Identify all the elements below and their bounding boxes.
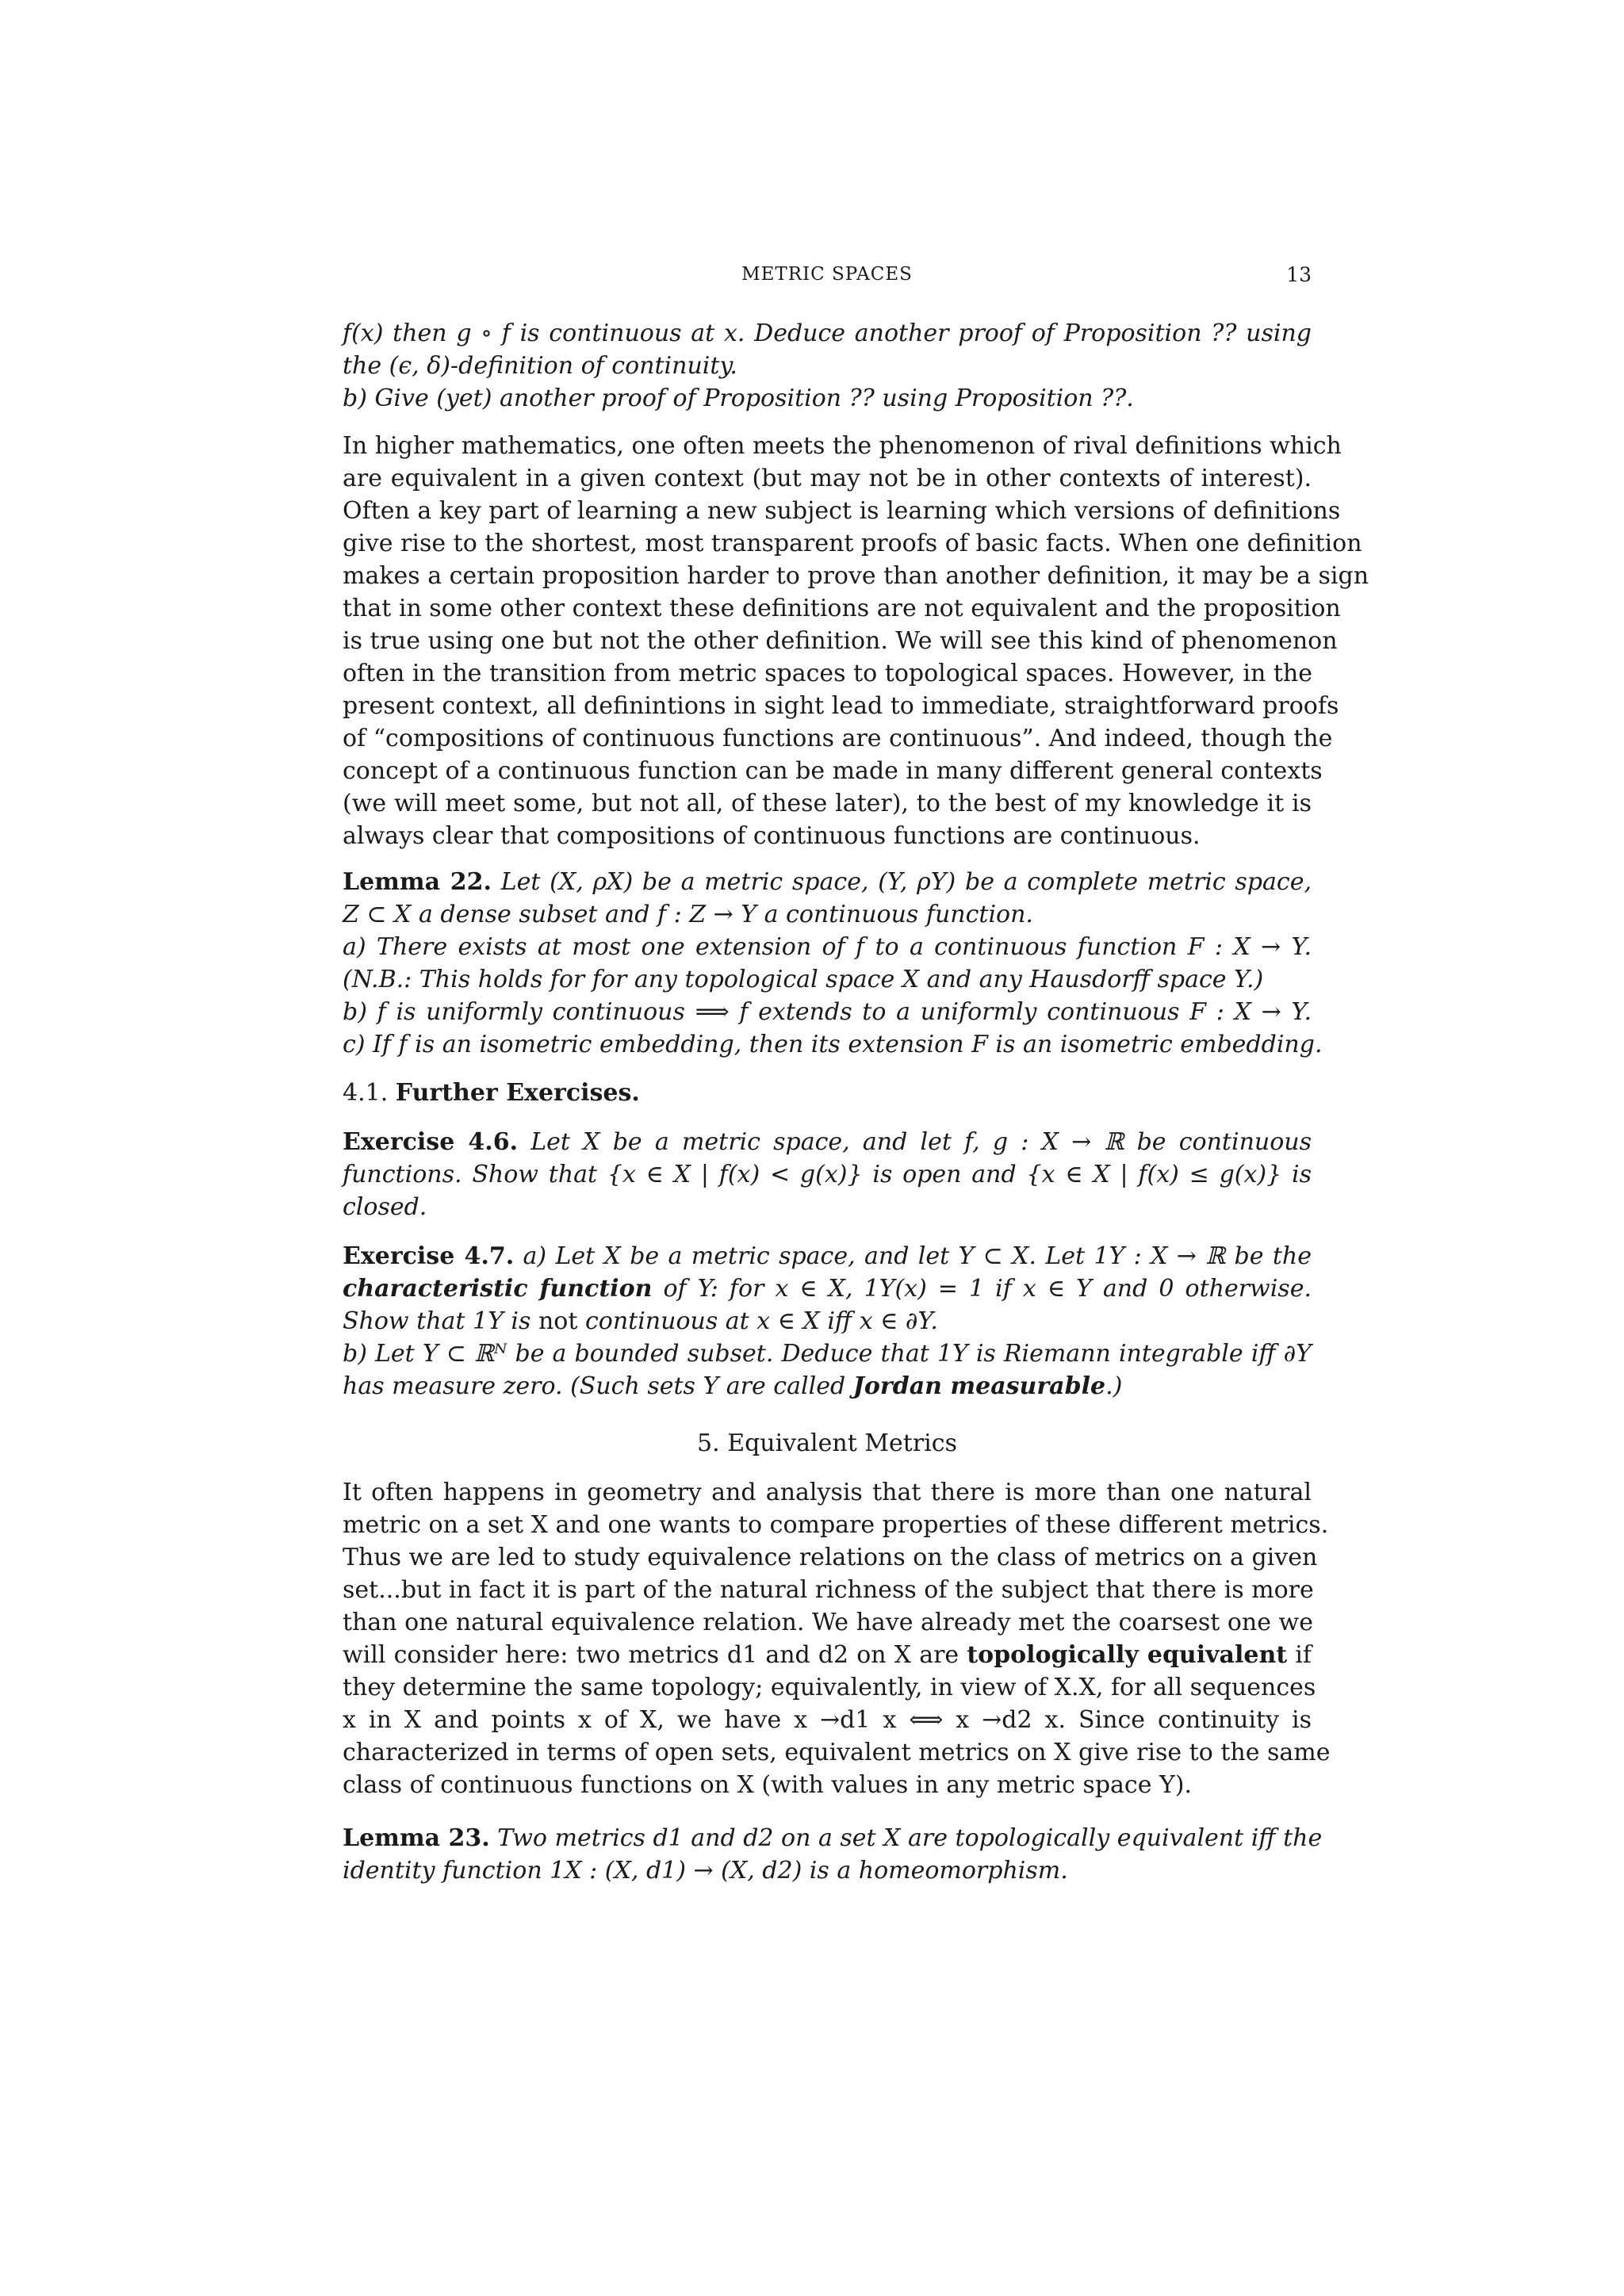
page-number: 13: [1286, 263, 1312, 286]
text-line: always clear that compositions of continuous functions are continuous.: [343, 822, 1201, 850]
text-line: Show that 1Y is not continuous at x ∈ X iff x ∈ ∂Y.: [343, 1307, 938, 1335]
defined-term: characteristic function: [343, 1275, 653, 1303]
exercise-label: Exercise 4.7.: [343, 1242, 515, 1270]
lemma-label: Lemma 23.: [343, 1824, 490, 1852]
text-line: characterized in terms of open sets, equivalent metrics on X give rise to the same: [343, 1739, 1331, 1766]
text-line: f(x) then g ∘ f is continuous at x. Deduce another proof of Proposition ?? using: [343, 320, 1312, 347]
text-line: a) There exists at most one extension of f to a continuous function F : X → Y.: [343, 933, 1312, 961]
exercise-4-6: [343, 1126, 1312, 1223]
text-line: of “compositions of continuous functions are continuous”. And indeed, though the: [343, 725, 1333, 752]
text-line: set...but in fact it is part of the natural richness of the subject that there is more: [343, 1576, 1314, 1604]
exercise-4-7: [343, 1240, 1312, 1402]
text-line: concept of a continuous function can be made in many different general contexts: [343, 757, 1323, 785]
text-line: Exercise 4.6. Let X be a metric space, and let f, g : X → ℝ be continuous: [343, 1128, 1312, 1156]
text-line: class of continuous functions on X (with values in any metric space Y).: [343, 1771, 1193, 1799]
text-line: is true using one but not the other definition. We will see this kind of phenomenon: [343, 627, 1338, 655]
page-header: [343, 258, 1312, 287]
subsection-heading: [343, 1077, 1312, 1109]
text-line: identity function 1X : (X, d1) → (X, d2) is a homeomorphism.: [343, 1857, 1068, 1885]
text-line: It often happens in geometry and analysis that there is more than one natural: [343, 1479, 1312, 1506]
paragraph-equivalent-metrics: [343, 1476, 1331, 1801]
text-line: Often a key part of learning a new subject is learning which versions of definitions: [343, 497, 1341, 525]
section-heading: 5. Equivalent Metrics: [697, 1429, 957, 1457]
text-line: will consider here: two metrics d1 and d2 on X are topologically equivalent if: [343, 1641, 1312, 1669]
exercise-label: Exercise 4.6.: [343, 1128, 519, 1156]
running-title: METRIC SPACES: [741, 264, 913, 285]
text-line: that in some other context these definitions are not equivalent and the proposition: [343, 595, 1341, 622]
text-line: c) If f is an isometric embedding, then its extension F is an isometric embedding.: [343, 1031, 1323, 1058]
text-line: In higher mathematics, one often meets the phenomenon of rival definitions which: [343, 432, 1342, 460]
text-line: give rise to the shortest, most transparent proofs of basic facts. When one definition: [343, 530, 1362, 557]
text-line: metric on a set X and one wants to compare properties of these different metrics.: [343, 1511, 1329, 1539]
text-line: the (ϵ, δ)-definition of continuity.: [343, 352, 737, 380]
subsection-number: 4.1.: [343, 1079, 389, 1107]
text-line: are equivalent in a given context (but may not be in other contexts of interest).: [343, 465, 1312, 492]
text-line: (N.B.: This holds for for any topological space X and any Hausdorff space Y.): [343, 966, 1264, 993]
text-line: present context, all definintions in sight lead to immediate, straightforward proofs: [343, 692, 1339, 720]
emphasis-not: not: [538, 1307, 578, 1335]
paragraph-rival-definitions: [343, 430, 1369, 852]
text-line: functions. Show that {x ∈ X | f(x) < g(x)} is open and {x ∈ X | f(x) ≤ g(x)} is: [343, 1161, 1312, 1188]
text-line: closed.: [343, 1193, 427, 1221]
text-line: makes a certain proposition harder to prove than another definition, it may be a sign: [343, 562, 1369, 590]
text-line: they determine the same topology; equivalently, in view of X.X, for all sequences: [343, 1674, 1316, 1701]
text-line: Thus we are led to study equivalence relations on the class of metrics on a given: [343, 1544, 1318, 1571]
text-line: Z ⊂ X a dense subset and f : Z → Y a continuous function.: [343, 901, 1033, 928]
text-line: b) Give (yet) another proof of Proposition ?? using Proposition ??.: [343, 385, 1134, 412]
text-line: Lemma 22. Let (X, ρX) be a metric space, (Y, ρY) be a complete metric space,: [343, 868, 1312, 896]
text-line: characteristic function of Y: for x ∈ X, 1Y(x) = 1 if x ∈ Y and 0 otherwise.: [343, 1275, 1312, 1303]
text-line: has measure zero. (Such sets Y are called Jordan measurable.): [343, 1372, 1123, 1400]
subsection-title: Further Exercises.: [395, 1079, 640, 1107]
defined-term: topologically equivalent: [967, 1641, 1288, 1669]
text-line: Exercise 4.7. a) Let X be a metric space, and let Y ⊂ X. Let 1Y : X → ℝ be the: [343, 1242, 1312, 1270]
text-line: than one natural equivalence relation. We have already met the coarsest one we: [343, 1609, 1313, 1636]
text-line: x in X and points x of X, we have x →d1 x ⟺ x →d2 x. Since continuity is: [343, 1706, 1312, 1734]
exercise-continuation: [343, 317, 1312, 415]
text-line: often in the transition from metric spaces to topological spaces. However, in the: [343, 660, 1312, 687]
defined-term: Jordan measurable: [852, 1372, 1106, 1400]
lemma-23: [343, 1822, 1323, 1887]
text-line: Lemma 23. Two metrics d1 and d2 on a set X are topologically equivalent iff the: [343, 1824, 1323, 1852]
text-line: (we will meet some, but not all, of these later), to the best of my knowledge it is: [343, 790, 1312, 817]
lemma-22: [343, 866, 1323, 1061]
lemma-label: Lemma 22.: [343, 868, 492, 896]
text-line: b) f is uniformly continuous ⟹ f extends to a uniformly continuous F : X → Y.: [343, 998, 1312, 1026]
text-line: b) Let Y ⊂ ℝᴺ be a bounded subset. Deduce that 1Y is Riemann integrable iff ∂Y: [343, 1340, 1312, 1368]
